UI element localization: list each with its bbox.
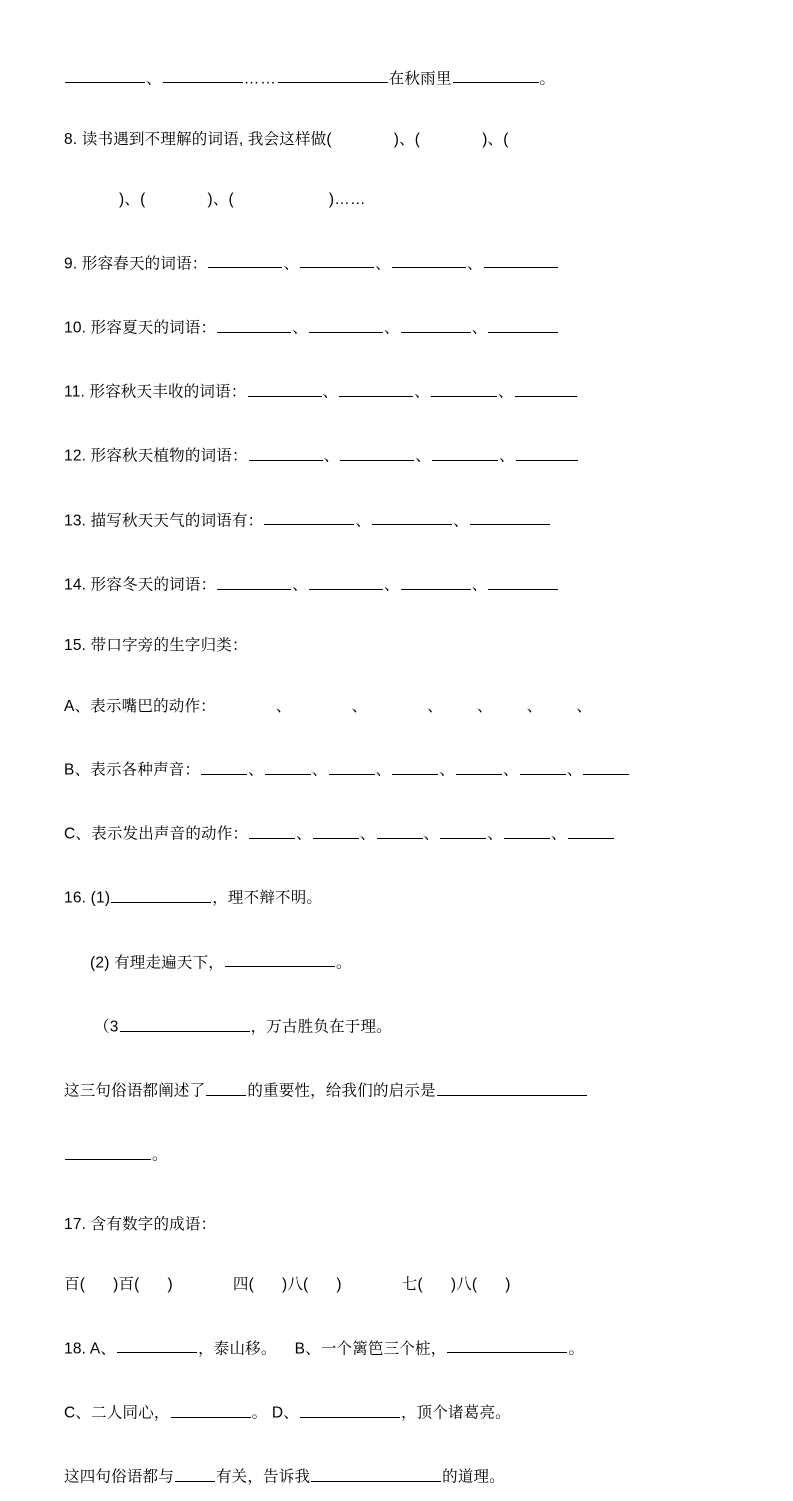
q16-3-stem: （3 (94, 1018, 119, 1036)
q15-stem: 15. 带口字旁的生字归类： (64, 637, 248, 655)
dun-2: 、 (414, 383, 430, 401)
q10-stem: 10. 形容夏天的词语： (64, 319, 217, 337)
text-in-autumn-rain: 在秋雨里 (388, 70, 452, 88)
q18-sum-c: 的道理。 (442, 1468, 505, 1486)
fill-blank[interactable] (163, 68, 243, 84)
dun-2: 、 (384, 576, 400, 594)
fill-blank[interactable] (206, 1080, 246, 1096)
q16-sum-b: 的重要性，给我们的启示是 (247, 1082, 436, 1100)
fill-blank[interactable] (311, 1466, 441, 1482)
fill-blank[interactable] (249, 445, 323, 461)
fill-blank[interactable] (440, 823, 486, 839)
ellipsis-1: …… (243, 70, 277, 88)
fill-blank[interactable] (372, 510, 452, 526)
q17-i7: 七( (401, 1276, 423, 1294)
question-8-cont (46, 177, 747, 224)
fill-blank[interactable] (488, 317, 558, 333)
q15c-stem: C、表示发出声音的动作： (64, 825, 249, 843)
dun-1: 、 (322, 383, 339, 401)
question-16-1 (46, 872, 747, 922)
q18-d: 。 (568, 1340, 585, 1358)
dun-6: 、 (566, 761, 583, 779)
q8-end: )…… (328, 191, 366, 209)
q14-stem: 14. 形容冬天的词语： (64, 576, 217, 594)
q16-1-stem: 16. (1) (64, 890, 111, 908)
q17-stem: 17. 含有数字的成语： (64, 1215, 217, 1233)
fill-blank[interactable] (431, 381, 497, 397)
sep-1: 、 (146, 70, 162, 88)
question-11 (46, 366, 747, 416)
q18-e: C、二人同心， (64, 1404, 170, 1422)
dun-4: 、 (487, 825, 503, 843)
fill-blank[interactable] (437, 1080, 587, 1096)
q18-sum-b: 有关，告诉我 (215, 1468, 311, 1486)
dun-4: 、 (439, 761, 455, 779)
question-16-2 (46, 936, 747, 986)
question-18-line1 (46, 1322, 747, 1372)
fill-blank[interactable] (208, 253, 282, 269)
fill-blank[interactable] (264, 510, 354, 526)
fill-blank[interactable] (488, 574, 558, 590)
q16-2-stem: (2) 有理走遍天下， (90, 954, 224, 972)
fill-blank[interactable] (516, 445, 578, 461)
fill-blank[interactable] (217, 574, 291, 590)
q16-2-tail: 。 (335, 954, 352, 972)
q17-i3: ) (167, 1276, 173, 1294)
dun-2: 、 (375, 255, 391, 273)
q18-g: ，顶个诸葛亮。 (400, 1404, 511, 1422)
dun-3: 、 (499, 448, 515, 466)
question-15b (46, 744, 747, 794)
q17-i1: 百( (64, 1276, 86, 1294)
dun-3: 、 (497, 383, 514, 401)
q16-sum-a: 这三句俗语都阐述了 (64, 1082, 206, 1100)
q16-3-tail: ，万古胜负在于理。 (250, 1018, 392, 1036)
question-9 (46, 237, 747, 287)
fill-blank[interactable] (392, 253, 466, 269)
dun-1: 、 (283, 255, 300, 273)
q11-stem: 11. 形容秋天丰收的词语： (64, 383, 247, 401)
fill-blank[interactable] (217, 317, 291, 333)
dun-2: 、 (415, 448, 432, 466)
question-8 (46, 116, 747, 163)
question-15c (46, 808, 747, 858)
question-18-line2 (46, 1386, 747, 1436)
q16-1-tail: ，理不辩不明。 (212, 890, 323, 908)
q17-i6: ) (336, 1276, 342, 1294)
fill-blank[interactable] (456, 759, 502, 775)
q18-a: 18. A、 (64, 1340, 117, 1358)
fill-blank[interactable] (401, 317, 471, 333)
fill-blank[interactable] (340, 445, 414, 461)
q17-i5: )八( (281, 1276, 309, 1294)
dun-6: 、 (576, 697, 593, 715)
question-16-summary (46, 1065, 747, 1115)
fill-blank[interactable] (117, 1338, 197, 1354)
dun-2: 、 (311, 761, 328, 779)
q16-sum-c: 。 (152, 1147, 168, 1165)
fill-blank[interactable] (111, 887, 211, 903)
question-15 (46, 623, 747, 670)
fill-blank[interactable] (377, 823, 423, 839)
fill-blank[interactable] (504, 823, 550, 839)
fill-blank[interactable] (515, 381, 577, 397)
dun-1: 、 (292, 576, 308, 594)
dun-1: 、 (296, 825, 312, 843)
fill-blank[interactable] (120, 1016, 250, 1032)
fill-blank[interactable] (225, 952, 335, 968)
dun-2: 、 (453, 512, 469, 530)
dun-1: 、 (323, 448, 340, 466)
q17-i2: )百( (113, 1276, 140, 1294)
dun-5: 、 (550, 825, 567, 843)
q17-i4: 四( (232, 1276, 254, 1294)
question-12 (46, 430, 747, 480)
q15b-stem: B、表示各种声音： (64, 761, 201, 779)
fill-blank[interactable] (470, 510, 550, 526)
fill-blank[interactable] (432, 445, 498, 461)
fill-blank[interactable] (278, 68, 388, 84)
fill-blank[interactable] (171, 1402, 251, 1418)
q18-f: 。 D、 (251, 1404, 299, 1422)
fill-blank[interactable] (313, 823, 359, 839)
dun-2: 、 (384, 319, 400, 337)
question-13 (46, 494, 747, 544)
question-16-3 (46, 1000, 747, 1050)
fill-blank[interactable] (392, 759, 438, 775)
question-17 (46, 1201, 747, 1248)
dun-5: 、 (526, 697, 543, 715)
q15a-stem: A、表示嘴巴的动作： (64, 697, 216, 715)
dun-3: 、 (375, 761, 392, 779)
q18-c: B、一个篱笆三个桩， (294, 1340, 447, 1358)
q8-sep-1: )、( (393, 130, 421, 148)
dun-3: 、 (471, 319, 488, 337)
q9-stem: 9. 形容春天的词语： (64, 255, 208, 273)
q12-stem: 12. 形容秋天植物的词语： (64, 448, 248, 466)
fill-blank[interactable] (248, 381, 322, 397)
q8-sep-2: )、( (482, 130, 509, 148)
period-1: 。 (539, 70, 556, 88)
question-10 (46, 301, 747, 351)
q8-stem: 8. 读书遇到不理解的词语, 我会这样做( (64, 130, 332, 148)
fill-blank[interactable] (265, 759, 311, 775)
fill-blank[interactable] (309, 317, 383, 333)
dun-3: 、 (423, 825, 440, 843)
dun-1: 、 (292, 319, 308, 337)
dun-1: 、 (355, 512, 372, 530)
fill-blank[interactable] (300, 253, 374, 269)
q8-sep-4: )、( (207, 191, 234, 209)
fill-blank[interactable] (447, 1338, 567, 1354)
dun-3: 、 (466, 255, 483, 273)
q13-stem: 13. 描写秋天天气的词语有： (64, 512, 264, 530)
fill-blank[interactable] (329, 759, 375, 775)
q18-sum-a: 这四句俗语都与 (64, 1468, 174, 1486)
question-16-summary-cont (46, 1129, 747, 1179)
fill-blank[interactable] (309, 574, 383, 590)
question-14 (46, 558, 747, 608)
fill-blank[interactable] (484, 253, 558, 269)
fill-blank[interactable] (65, 1144, 151, 1160)
fill-blank[interactable] (249, 823, 295, 839)
question-18-summary (46, 1451, 747, 1501)
line-continuation (46, 52, 747, 102)
fill-blank[interactable] (453, 68, 539, 84)
fill-blank[interactable] (339, 381, 413, 397)
fill-blank[interactable] (583, 759, 629, 775)
fill-blank[interactable] (520, 759, 566, 775)
dun-4: 、 (476, 697, 493, 715)
fill-blank[interactable] (175, 1466, 215, 1482)
q17-i9: ) (505, 1276, 511, 1294)
dun-3: 、 (427, 697, 443, 715)
question-15a (46, 683, 747, 730)
q18-b: ，泰山移。 (198, 1340, 277, 1358)
dun-1: 、 (248, 761, 264, 779)
q17-i8: )八( (450, 1276, 478, 1294)
dun-3: 、 (471, 576, 488, 594)
question-17-items (46, 1262, 747, 1309)
fill-blank[interactable] (401, 574, 471, 590)
dun-2: 、 (359, 825, 376, 843)
fill-blank[interactable] (568, 823, 614, 839)
fill-blank[interactable] (300, 1402, 400, 1418)
fill-blank[interactable] (201, 759, 247, 775)
dun-5: 、 (502, 761, 519, 779)
q8-sep-3: )、( (119, 191, 146, 209)
dun-2: 、 (351, 697, 368, 715)
fill-blank[interactable] (65, 68, 145, 84)
dun-1: 、 (275, 697, 292, 715)
